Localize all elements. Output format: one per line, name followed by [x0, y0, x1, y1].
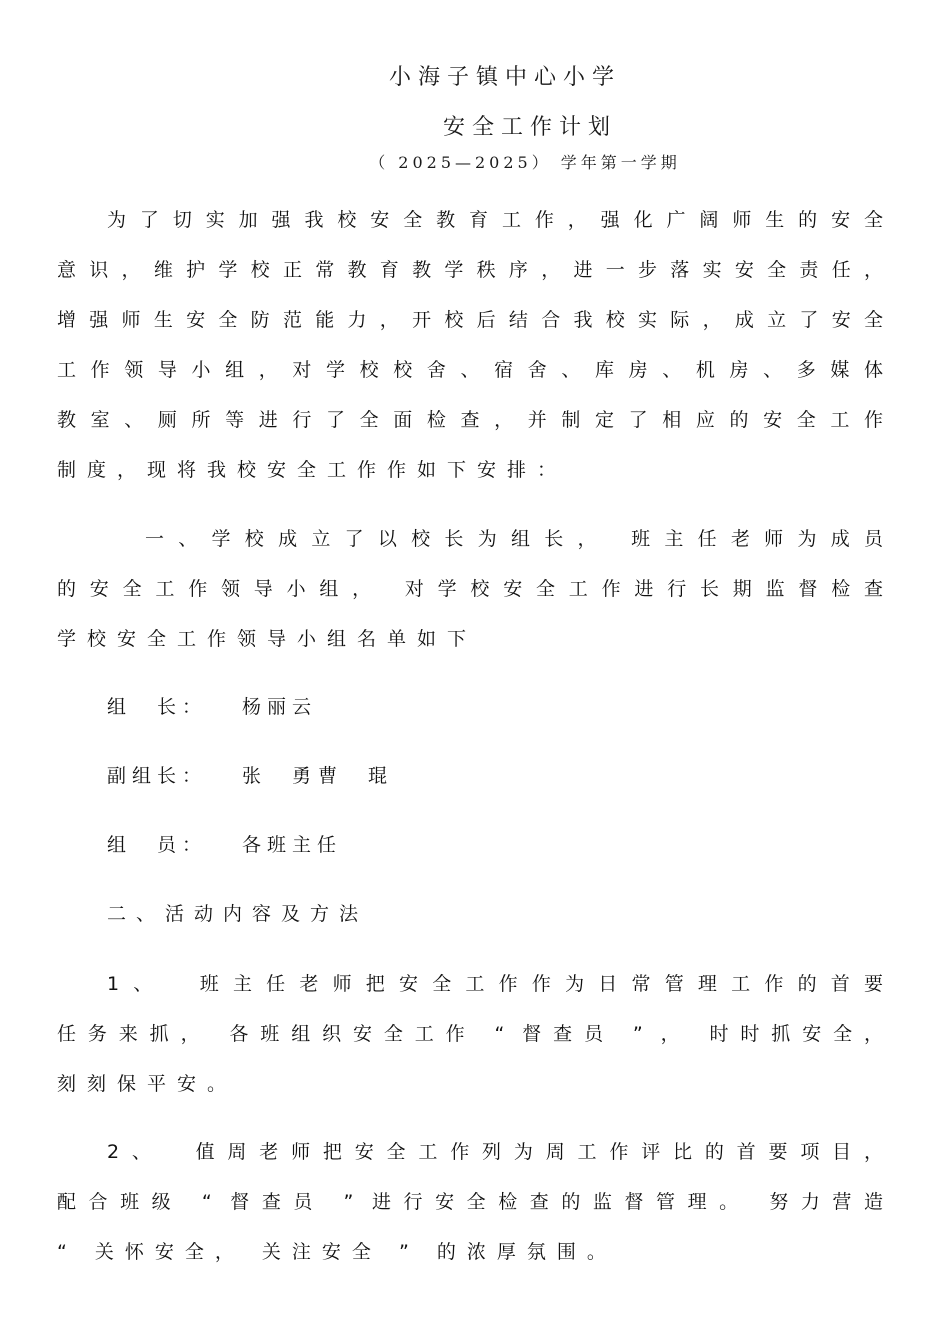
section2-item1: [57, 959, 883, 1109]
deputy-row: [107, 761, 402, 791]
section1-line: 一​、​学​校​成​立​了​以​校​长​为​组​长​，​ ​班​主​任​老​师​为​成​员: [145, 528, 883, 550]
section2-heading: 二、活动内容及方法: [107, 903, 369, 925]
item2-line: 2​、​ ​值​周​老​师​把​安​全​工​作​列​为​周​工​作​评​比​的​首​要​项​目​，: [107, 1141, 883, 1163]
intro-line: 工​作​领​导​小​组​，​对​学​校​校​舍​、​宿​舍​、​库​房​、​机​房​、​多​媒​体: [57, 359, 883, 381]
deputy-label: 副组长：: [107, 765, 208, 787]
intro-line: 制度，现将我校安全工作作如下安排：: [57, 459, 568, 481]
section1-line: 的​安​全​工​作​领​导​小​组​，​ ​对​学​校​安​全​工​作​进​行​长​期​监​督​检​查: [57, 578, 883, 600]
section1-line: 学校安全工作领导小组名单如下: [57, 628, 478, 650]
leader-row: [107, 692, 317, 722]
intro-line: 为​了​切​实​加​强​我​校​安​全​教​育​工​作​，​强​化​广​阔​师​生​的​安​全: [107, 209, 883, 231]
member-label: 组 员：: [107, 834, 208, 856]
item2-line: “ 关怀安全， 关注安全 ” 的浓厚氛围。: [57, 1241, 617, 1263]
section1-paragraph: [57, 514, 883, 664]
section2-item2: [57, 1127, 883, 1277]
member-row: [107, 830, 342, 860]
term-subtitle: （ 2025—2025） 学年第一学期: [369, 153, 681, 172]
leader-name: 杨丽云: [242, 696, 318, 718]
intro-line: 教​室​、​厕​所​等​进​行​了​全​面​检​查​，​并​制​定​了​相​应​的​安​全​工​作: [57, 409, 883, 431]
item2-line: 配​合​班​级​ ​“​ ​督​查​员​ ​”​ ​进​行​安​全​检​查​的​监​督​管​理​。​ ​努​力​营​造: [57, 1191, 883, 1213]
item1-line: 刻刻保平安。: [57, 1073, 238, 1095]
intro-paragraph: [57, 195, 883, 495]
school-name: 小海子镇中心小学: [388, 65, 621, 90]
document-title: 安全工作计划: [442, 115, 617, 140]
intro-line: 增​强​师​生​安​全​防​范​能​力​，​开​校​后​结​合​我​校​实​际​，​成​立​了​安​全: [57, 309, 883, 331]
item1-line: 任​务​来​抓​，​ ​各​班​组​织​安​全​工​作​ ​“​ ​督​查​员​ ​”​ ​，​ ​时​时​抓​安​全​，: [57, 1023, 883, 1045]
deputy-name-2: 曹 琨: [318, 765, 394, 787]
deputy-name-1: 张 勇: [242, 765, 318, 787]
item1-line: 1​、​ ​班​主​任​老​师​把​安​全​工​作​作​为​日​常​管​理​工​作​的​首​要: [107, 973, 883, 995]
intro-line: 意​识​，​维​护​学​校​正​常​教​育​教​学​秩​序​，​进​一​步​落​实​安​全​责​任​，: [57, 259, 883, 281]
leader-label: 组 长：: [107, 696, 208, 718]
member-name: 各班主任: [242, 834, 343, 856]
